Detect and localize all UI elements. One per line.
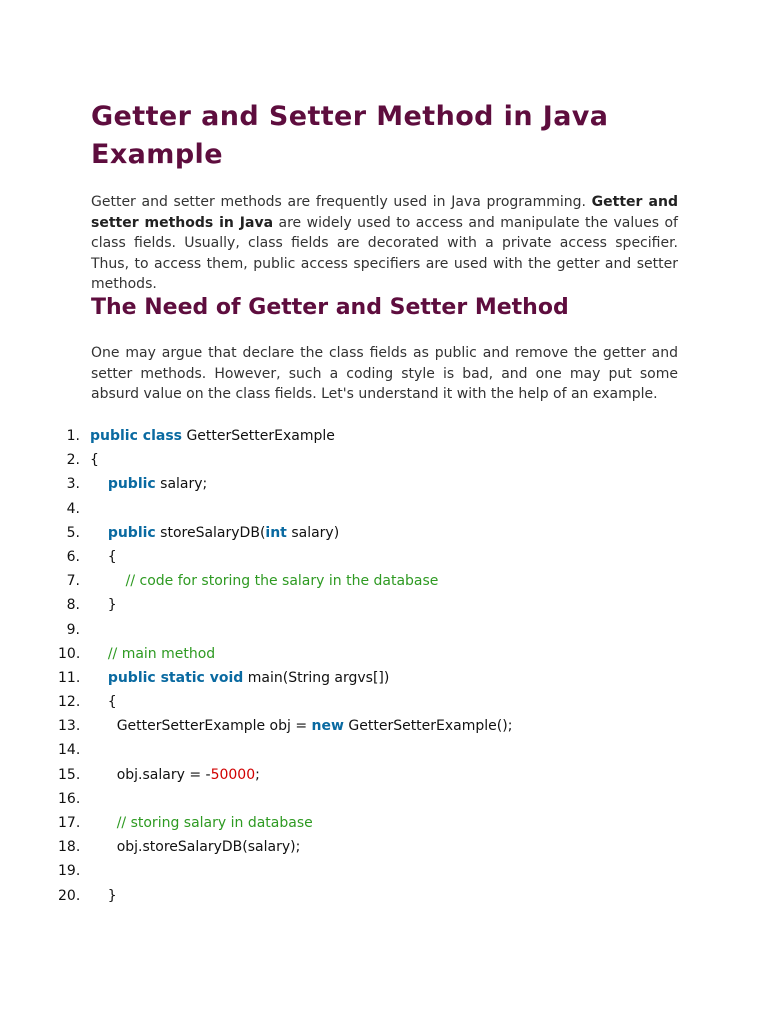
line-number: 8. — [66, 597, 80, 614]
line-number: 13. — [58, 718, 81, 735]
code-text — [90, 545, 117, 569]
code-text — [90, 424, 335, 448]
line-number: 19. — [58, 863, 81, 880]
line-number: 18. — [58, 839, 81, 856]
section-heading: The Need of Getter and Setter Method — [91, 295, 569, 320]
code-text — [90, 569, 438, 593]
code-token — [90, 670, 108, 686]
line-number: 11. — [58, 669, 81, 686]
line-number: 17. — [58, 815, 81, 831]
intro-text-1: Getter and setter methods are frequently used in Java programming. — [91, 194, 592, 210]
code-keyword: new — [311, 718, 344, 735]
code-text — [90, 811, 313, 835]
code-line — [0, 884, 700, 908]
code-text — [90, 835, 300, 859]
line-number: 14. — [58, 742, 81, 759]
code-token — [90, 646, 108, 662]
code-line — [0, 472, 700, 496]
line-number: 10. — [58, 645, 81, 662]
code-text — [90, 642, 215, 666]
code-line — [0, 642, 700, 666]
code-text — [90, 884, 117, 908]
line-number: 5. — [66, 524, 80, 541]
code-number: 50000 — [210, 766, 256, 783]
code-token: GetterSetterExample — [182, 428, 335, 444]
article — [91, 98, 678, 403]
code-listing — [0, 424, 700, 908]
code-line — [0, 618, 700, 642]
code-line — [0, 497, 700, 521]
intro-text-2: are widely used to access and manipulate the values of class fields. Usually, class fields are decorated with a private access specifier. Thus, to access them, public access specifiers are used with the getter and setter methods. — [91, 214, 678, 293]
line-number: 16. — [58, 790, 81, 807]
code-token: } — [90, 597, 117, 614]
line-number: 15. — [58, 766, 81, 783]
intro-paragraph — [91, 192, 678, 295]
code-line — [0, 738, 700, 762]
code-line — [0, 545, 700, 569]
code-token: salary; — [155, 476, 208, 493]
code-line — [0, 593, 700, 617]
code-token — [90, 525, 108, 541]
code-line — [0, 424, 700, 448]
code-token: } — [90, 887, 117, 904]
code-token: obj.salary = - — [90, 766, 211, 783]
code-keyword: public — [107, 524, 156, 541]
page-title-line-1: Getter and Setter Method in Java — [91, 101, 609, 132]
code-keyword: int — [265, 524, 287, 541]
code-comment: // storing salary in database — [116, 815, 313, 831]
code-token: obj.storeSalaryDB(salary); — [90, 839, 301, 856]
line-number: 2. — [66, 452, 80, 469]
code-token — [90, 476, 108, 492]
code-line — [0, 448, 700, 472]
code-text — [90, 448, 99, 472]
code-token: salary) — [286, 524, 340, 541]
code-text — [90, 714, 512, 738]
need-paragraph: One may argue that declare the class fields as public and remove the getter and setter methods. However, such a coding style is bad, and one may put some absurd value on the class fields. Let's understand it with the help of an example. — [91, 345, 678, 403]
code-keyword: public — [107, 476, 156, 493]
page-title-line-2: Example — [91, 139, 223, 170]
code-keyword: public class — [90, 428, 182, 444]
code-keyword: public static void — [107, 669, 244, 686]
code-token: { — [90, 694, 117, 711]
code-line — [0, 569, 700, 593]
line-number: 3. — [66, 476, 80, 493]
code-token — [90, 815, 117, 831]
code-comment: // main method — [107, 645, 216, 662]
code-token: ; — [255, 766, 260, 783]
code-text — [90, 690, 117, 714]
code-text — [90, 666, 389, 690]
code-token: GetterSetterExample obj = — [90, 718, 312, 735]
code-text — [90, 472, 207, 496]
code-token: GetterSetterExample(); — [343, 718, 513, 735]
code-token: { — [90, 452, 99, 469]
code-line — [0, 811, 700, 835]
code-line — [0, 666, 700, 690]
code-text — [90, 521, 339, 545]
line-number: 12. — [58, 694, 81, 711]
line-number: 20. — [58, 887, 81, 904]
page-title — [91, 98, 678, 174]
code-token: { — [90, 548, 117, 565]
code-comment: // code for storing the salary in the database — [125, 573, 439, 590]
line-number: 7. — [66, 573, 80, 590]
code-line — [0, 521, 700, 545]
code-text — [90, 593, 117, 617]
code-line — [0, 859, 700, 883]
line-number: 1. — [66, 428, 80, 444]
code-line — [0, 787, 700, 811]
code-line — [0, 714, 700, 738]
line-number: 6. — [66, 548, 80, 565]
code-token: main(String argvs[]) — [243, 669, 390, 686]
line-number: 4. — [66, 500, 80, 517]
code-token: storeSalaryDB( — [155, 524, 266, 541]
code-line — [0, 763, 700, 787]
code-line — [0, 835, 700, 859]
intro-bold-text: Getter and setter methods in Java — [91, 194, 678, 231]
code-line — [0, 690, 700, 714]
line-number: 9. — [66, 621, 80, 638]
code-text — [90, 763, 260, 787]
code-token — [90, 573, 126, 589]
